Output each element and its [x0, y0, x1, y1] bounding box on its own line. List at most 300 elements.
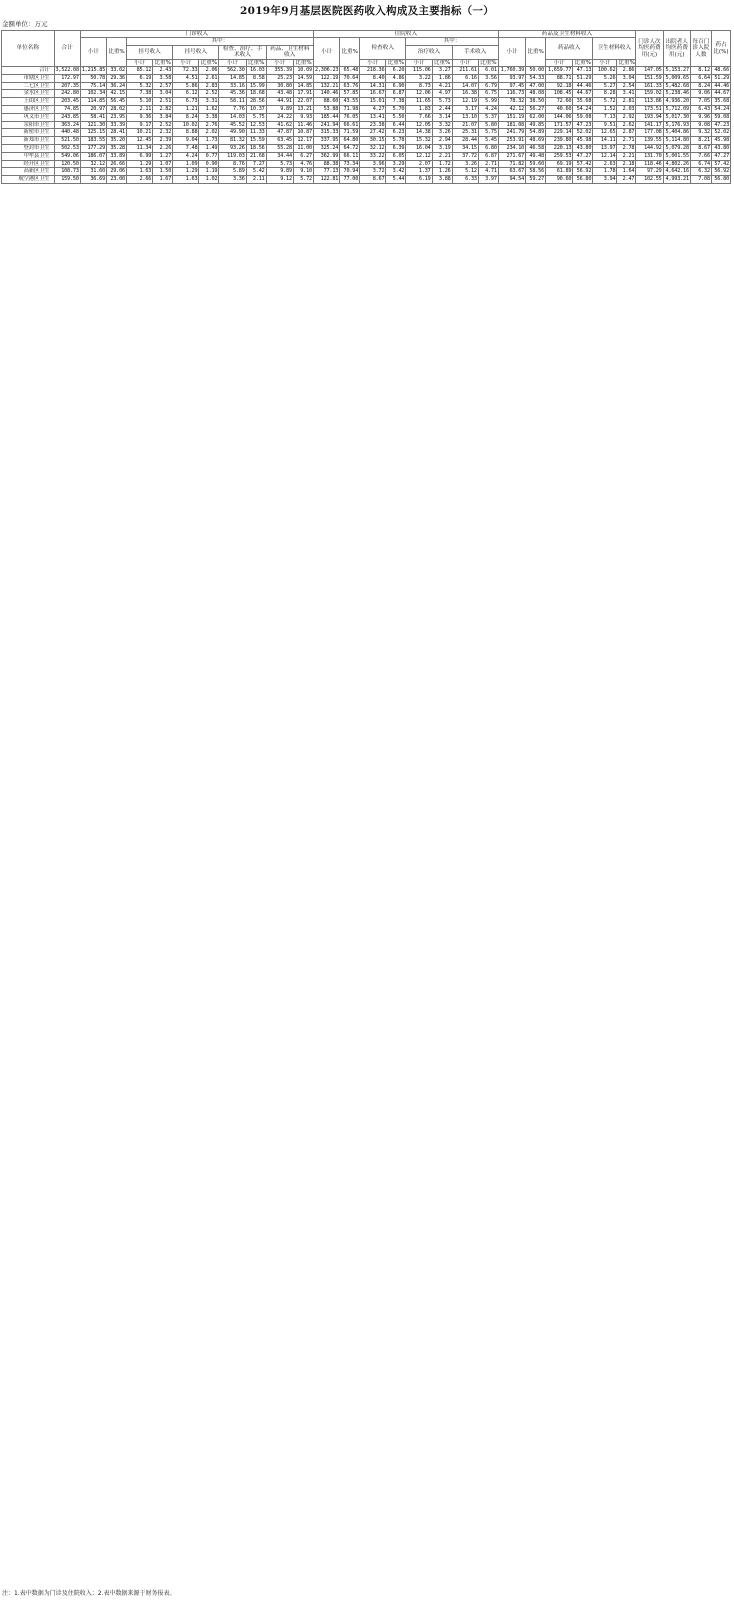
table-cell: 2.92 [617, 113, 636, 121]
table-cell: 48.69 [526, 137, 546, 145]
table-cell: 6.23 [386, 129, 406, 137]
row-name: 市辖区卫生 [2, 74, 55, 82]
table-cell: 9.08 [690, 121, 711, 129]
table-cell: 88.60 [313, 98, 339, 106]
table-cell: 2.47 [617, 176, 636, 184]
table-cell: 48.66 [711, 67, 730, 75]
table-cell: 57.85 [340, 90, 360, 98]
table-cell: 1.37 [406, 168, 432, 176]
col-total: 合计 [54, 31, 80, 67]
table-cell: 38.50 [526, 98, 546, 106]
table-cell: 161.33 [636, 82, 663, 90]
table-cell: 140.46 [313, 90, 339, 98]
table-cell: 1.64 [617, 168, 636, 176]
table-cell: 25.23 [266, 74, 293, 82]
table-cell: 90.60 [546, 176, 573, 184]
col-i-of-which: 其中： [406, 38, 498, 45]
table-cell: 4.97 [432, 90, 452, 98]
table-cell: 11.46 [293, 121, 313, 129]
table-row [2, 176, 731, 184]
table-cell: 2.86 [617, 67, 636, 75]
table-row [2, 98, 731, 106]
table-cell: 34.44 [266, 152, 293, 160]
col-i-op: 手术收入 [452, 45, 498, 59]
table-cell: 33.22 [360, 152, 386, 160]
table-cell: 2.78 [617, 145, 636, 153]
table-cell: 3.04 [617, 74, 636, 82]
table-cell: 47.27 [711, 152, 730, 160]
table-cell: 56.80 [711, 176, 730, 184]
table-cell: 55.28 [266, 145, 293, 153]
table-cell: 92.18 [546, 82, 573, 90]
table-cell: 9.10 [293, 168, 313, 176]
table-cell: 59.08 [573, 113, 593, 121]
table-cell: 2.61 [199, 74, 219, 82]
table-cell: 3.38 [199, 113, 219, 121]
table-cell: 11.33 [246, 129, 266, 137]
table-cell: 33.02 [107, 67, 127, 75]
table-cell: 13.41 [360, 113, 386, 121]
table-cell: 8.67 [360, 176, 386, 184]
col-d-mat-amt: 小计 [593, 59, 617, 66]
table-cell: 6.73 [173, 98, 199, 106]
table-cell: 17.91 [293, 90, 313, 98]
table-cell: 5.45 [478, 137, 498, 145]
table-cell: 12.65 [593, 129, 617, 137]
table-cell: 51.29 [711, 74, 730, 82]
table-cell: 2.39 [153, 137, 173, 145]
table-cell: 8.21 [690, 137, 711, 145]
table-cell: 549.06 [54, 152, 80, 160]
table-row [2, 168, 731, 176]
table-cell: 3.27 [432, 67, 452, 75]
table-cell: 2,306.23 [314, 67, 339, 74]
table-cell: 1.26 [432, 168, 452, 176]
table-cell: 14.11 [593, 137, 617, 145]
table-cell: 16.38 [452, 90, 478, 98]
col-o-reg-amt-b: 小计 [173, 59, 199, 66]
table-cell: 9.04 [173, 137, 199, 145]
table-cell: 47.13 [573, 67, 593, 75]
table-cell: 0.77 [199, 152, 219, 160]
table-cell: 35.68 [711, 98, 730, 106]
table-cell: 36.24 [107, 82, 127, 90]
table-cell: 151.19 [498, 113, 525, 121]
table-cell: 52.02 [711, 129, 730, 137]
table-cell: 2.63 [593, 160, 617, 168]
table-cell: 218.36 [360, 67, 386, 75]
table-cell: 57.42 [573, 160, 593, 168]
table-cell: 113.86 [636, 98, 663, 106]
table-cell: 21.68 [246, 152, 266, 160]
table-cell: 9.36 [126, 113, 152, 121]
table-cell: 3.32 [432, 121, 452, 129]
table-cell: 12.53 [246, 121, 266, 129]
table-cell: 4,936.20 [663, 98, 690, 106]
table-cell: 33.39 [107, 121, 127, 129]
table-cell: 159.50 [54, 176, 80, 184]
table-cell: 2.18 [617, 160, 636, 168]
table-cell: 24.22 [266, 113, 293, 121]
table-cell: 139.55 [636, 137, 663, 145]
table-cell: 43.55 [340, 98, 360, 106]
table-cell: 242.80 [54, 90, 80, 98]
table-cell: 3.97 [478, 176, 498, 184]
table-cell: 1.62 [199, 106, 219, 114]
table-cell: 88.38 [313, 160, 339, 168]
table-cell: 3.72 [360, 168, 386, 176]
table-cell: 43.80 [711, 145, 730, 153]
col-o-drug: 药品、卫生材料收入 [266, 45, 313, 59]
table-cell: 7.66 [406, 113, 432, 121]
table-cell: 7.13 [593, 113, 617, 121]
table-cell: 8.40 [360, 74, 386, 82]
table-cell: 28.56 [246, 98, 266, 106]
table-cell: 78.32 [498, 98, 525, 106]
col-o-of-which: 其中： [126, 38, 313, 45]
table-cell: 6.27 [293, 152, 313, 160]
table-cell: 7.08 [690, 176, 711, 184]
table-cell: 33.16 [219, 82, 246, 90]
table-cell: 4.24 [478, 106, 498, 114]
table-cell: 181.08 [498, 121, 525, 129]
table-cell: 2.62 [617, 121, 636, 129]
row-name: 登封市卫生 [2, 145, 55, 153]
table-cell: 36.69 [80, 176, 106, 184]
table-cell: 3.19 [432, 145, 452, 153]
table-cell: 6.43 [690, 106, 711, 114]
table-cell: 10.87 [293, 129, 313, 137]
table-cell: 144.06 [546, 113, 573, 121]
table-cell: 25.31 [452, 129, 478, 137]
table-cell: 4.51 [173, 74, 199, 82]
col-i-check: 检查收入 [360, 38, 406, 59]
table-cell: 8.58 [246, 74, 266, 82]
table-cell: 1.49 [199, 145, 219, 153]
table-cell: 4.76 [293, 160, 313, 168]
table-cell: 1.02 [199, 176, 219, 184]
table-cell: 241.79 [498, 129, 525, 137]
table-cell: 8.24 [690, 82, 711, 90]
table-cell: 41.62 [266, 121, 293, 129]
table-cell: 0.90 [199, 160, 219, 168]
table-cell: 7.66 [690, 152, 711, 160]
table-cell: 46.58 [526, 145, 546, 153]
table-cell: 4,642.16 [663, 168, 690, 176]
table-cell: 94.54 [498, 176, 525, 184]
table-row [2, 137, 731, 145]
table-cell: 62.00 [526, 113, 546, 121]
col-i-pct: 比重% [340, 38, 360, 67]
table-cell: 141.17 [636, 121, 663, 129]
table-cell: 5,153.27 [663, 67, 690, 75]
table-cell: 16.04 [406, 145, 432, 153]
table-cell: 1.72 [432, 160, 452, 168]
table-cell: 30.15 [360, 137, 386, 145]
table-cell: 119.03 [219, 152, 246, 160]
table-cell: 9.06 [690, 90, 711, 98]
table-cell: 56.27 [526, 106, 546, 114]
table-cell: 144.92 [636, 145, 663, 153]
table-cell: 9.17 [126, 121, 152, 129]
table-cell: 15.59 [246, 137, 266, 145]
table-cell: 42.15 [107, 90, 127, 98]
table-cell: 10.02 [173, 121, 199, 129]
table-cell: 64.80 [340, 137, 360, 145]
table-cell: 259.53 [546, 152, 573, 160]
table-cell: 57.42 [711, 160, 730, 168]
table-cell: 16.67 [360, 90, 386, 98]
table-cell: 28.41 [107, 129, 127, 137]
table-cell: 362.99 [313, 152, 339, 160]
table-cell: 3.94 [593, 176, 617, 184]
table-body [2, 67, 731, 184]
table-cell: 3.31 [199, 98, 219, 106]
table-cell: 14.03 [219, 113, 246, 121]
table-cell: 12.19 [452, 98, 478, 106]
table-cell: 37.72 [452, 152, 478, 160]
col-d-subtotal: 小计 [498, 38, 525, 67]
row-name: 高新区卫生 [2, 168, 55, 176]
table-cell: 9.89 [266, 106, 293, 114]
table-cell: 2.26 [153, 145, 173, 153]
table-cell: 5.73 [432, 98, 452, 106]
table-cell: 54.24 [711, 106, 730, 114]
table-cell: 6.12 [173, 90, 199, 98]
table-cell: 5.50 [386, 113, 406, 121]
table-cell: 8.12 [690, 67, 711, 75]
table-cell: 102.55 [636, 176, 663, 184]
table-cell: 23.95 [107, 113, 127, 121]
table-cell: 6.74 [690, 160, 711, 168]
table-cell: 5.78 [386, 137, 406, 145]
row-name: 二七区卫生 [2, 82, 55, 90]
col-o-pct: 比重% [107, 38, 127, 67]
table-cell: 8.24 [173, 113, 199, 121]
table-cell: 1.73 [199, 137, 219, 145]
col-d-drug-pct: 比重% [574, 59, 592, 66]
table-cell: 122.19 [313, 74, 339, 82]
table-cell: 4,993.21 [663, 176, 690, 184]
table-cell: 3.58 [153, 74, 173, 82]
col-d-pct: 比重% [526, 38, 546, 67]
table-cell: 1.27 [153, 152, 173, 160]
table-cell: 69.19 [546, 160, 573, 168]
table-cell: 3.26 [432, 129, 452, 137]
table-cell: 2.51 [153, 98, 173, 106]
col-d-mat-pct: 比重% [618, 59, 635, 66]
table-cell: 3.96 [360, 160, 386, 168]
table-cell: 151.59 [636, 74, 663, 82]
table-cell: 20.97 [80, 106, 106, 114]
table-cell: 47.00 [526, 82, 546, 90]
table-cell: 44.46 [711, 82, 730, 90]
table-cell: 1.09 [173, 160, 199, 168]
table-cell: 81.32 [219, 137, 246, 145]
table-cell: 5.72 [593, 98, 617, 106]
table-cell: 32.12 [80, 160, 106, 168]
table-cell: 6.33 [452, 176, 478, 184]
table-row [2, 113, 731, 121]
table-cell: 9.12 [266, 176, 293, 184]
table-cell: 5.10 [126, 98, 152, 106]
table-cell: 63.76 [340, 82, 360, 90]
table-cell: 5,238.46 [663, 90, 690, 98]
col-ind1: 门诊人次均医药费用(元) [636, 31, 663, 67]
table-cell: 173.51 [636, 106, 663, 114]
table-cell: 177.08 [636, 129, 663, 137]
col-name: 单位名称 [2, 31, 55, 67]
table-cell: 45.52 [219, 121, 246, 129]
table-cell: 88.71 [546, 74, 573, 82]
table-row [2, 160, 731, 168]
table-cell: 40.60 [546, 106, 573, 114]
table-cell: 1.78 [593, 168, 617, 176]
table-cell: 5.70 [386, 106, 406, 114]
table-cell: 50.00 [526, 67, 546, 75]
table-cell: 50.78 [80, 74, 106, 82]
table-cell: 5,017.30 [663, 113, 690, 121]
col-group-outpatient: 门诊收入 [80, 31, 313, 38]
table-cell: 159.02 [636, 90, 663, 98]
table-cell: 61.89 [546, 168, 573, 176]
table-cell: 71.98 [340, 106, 360, 114]
table-cell: 59.27 [526, 176, 546, 184]
table-row [2, 74, 731, 82]
col-o-reg: 挂号收入 [126, 45, 172, 59]
table-cell: 100.62 [593, 67, 617, 75]
table-cell: 5.26 [593, 74, 617, 82]
table-cell: 1.29 [126, 160, 152, 168]
table-cell: 59.08 [711, 113, 730, 121]
table-cell: 76.05 [340, 113, 360, 121]
table-cell: 11.65 [406, 98, 432, 106]
table-cell: 229.14 [546, 129, 573, 137]
table-cell: 93.26 [219, 145, 246, 153]
table-cell: 44.46 [573, 82, 593, 90]
table-cell: 5.42 [246, 168, 266, 176]
table-cell: 29.36 [107, 74, 127, 82]
table-cell: 43.48 [266, 90, 293, 98]
row-name: 巩义市卫生 [2, 113, 55, 121]
table-cell: 5.27 [593, 82, 617, 90]
row-name: 金水区卫生 [2, 90, 55, 98]
table-cell: 66.11 [340, 152, 360, 160]
table-cell: 108.45 [546, 90, 573, 98]
table-cell: 1.19 [199, 168, 219, 176]
table-cell: 15.32 [406, 137, 432, 145]
table-cell: 220.13 [546, 145, 573, 153]
table-cell: 521.50 [54, 137, 80, 145]
table-cell: 6.01 [478, 67, 498, 75]
col-o-subtotal: 小计 [80, 38, 106, 67]
table-cell: 2.66 [126, 176, 152, 184]
table-cell: 3.88 [432, 176, 452, 184]
table-row [2, 106, 731, 114]
table-cell: 7.05 [690, 98, 711, 106]
table-cell: 42.12 [498, 106, 525, 114]
row-name: 中牟县卫生 [2, 152, 55, 160]
col-ind3: 每百门诊入院人数 [690, 31, 711, 67]
table-cell: 47.23 [711, 121, 730, 129]
table-cell: 2.02 [199, 129, 219, 137]
table-cell: 118.46 [636, 160, 663, 168]
table-cell: 72.33 [173, 67, 199, 75]
table-cell: 6.99 [126, 152, 152, 160]
table-cell: 2.03 [617, 106, 636, 114]
table-cell: 11.00 [293, 145, 313, 153]
table-cell: 45.98 [573, 137, 593, 145]
table-cell: 12.17 [293, 137, 313, 145]
table-cell: 56.80 [573, 176, 593, 184]
table-cell: 4.86 [386, 74, 406, 82]
table-cell: 27.42 [360, 129, 386, 137]
table-cell: 8.76 [219, 160, 246, 168]
table-cell: 6.16 [452, 74, 478, 82]
col-o-check: 检查、治疗、手术收入 [219, 45, 266, 59]
table-cell: 9.32 [690, 129, 711, 137]
table-cell: 35.20 [107, 137, 127, 145]
table-cell: 21.07 [452, 121, 478, 129]
page-title: 2019年9月基层医院医药收入构成及主要指标（一） [239, 5, 495, 17]
table-cell: 147.05 [636, 67, 663, 75]
table-cell: 28.02 [107, 106, 127, 114]
table-cell: 71.82 [498, 160, 525, 168]
row-name: 航空港区卫生 [2, 176, 55, 184]
table-cell: 132.21 [313, 82, 339, 90]
table-cell: 1.83 [406, 106, 432, 114]
table-cell: 13.21 [293, 106, 313, 114]
table-cell: 23.00 [107, 176, 127, 184]
table-cell: 75.14 [80, 82, 106, 90]
table-cell: 3.41 [617, 90, 636, 98]
table-cell: 121.30 [80, 121, 106, 129]
table-cell: 63.45 [266, 137, 293, 145]
table-cell: 1.67 [153, 176, 173, 184]
table-cell: 14.31 [360, 82, 386, 90]
table-cell: 11.34 [126, 145, 152, 153]
table-cell: 3.26 [452, 160, 478, 168]
table-row [2, 67, 731, 75]
table-cell: 53.88 [313, 106, 339, 114]
table-cell: 10.09 [293, 67, 313, 75]
footnote: 注：1.表中数据为门诊及住院收入；2.表中数据来源于财务报表。 [2, 1590, 176, 1597]
table-cell: 23.38 [360, 121, 386, 129]
table-cell: 1.50 [153, 168, 173, 176]
table-cell: 12.06 [406, 90, 432, 98]
table-cell: 74.85 [54, 106, 80, 114]
table-cell: 6.44 [386, 121, 406, 129]
table-cell: 3.56 [478, 74, 498, 82]
table-cell: 77.13 [313, 168, 339, 176]
col-d-mat: 卫生材料收入 [593, 38, 636, 59]
table-cell: 7.38 [126, 90, 152, 98]
col-o-check-amt: 小计 [219, 59, 246, 66]
table-cell: 1.63 [173, 176, 199, 184]
table-cell: 66.61 [340, 121, 360, 129]
table-cell: 6.87 [478, 152, 498, 160]
table-cell: 325.24 [313, 145, 339, 153]
table-cell: 48.08 [526, 90, 546, 98]
table-cell: 2.87 [617, 129, 636, 137]
table-cell: 5.86 [173, 82, 199, 90]
table-cell: 271.67 [498, 152, 525, 160]
table-cell: 172.97 [54, 74, 80, 82]
col-o-reg-pct: 比重% [154, 59, 171, 66]
table-cell: 35.68 [573, 98, 593, 106]
table-cell: 9.51 [593, 121, 617, 129]
table-cell: 3.04 [153, 90, 173, 98]
